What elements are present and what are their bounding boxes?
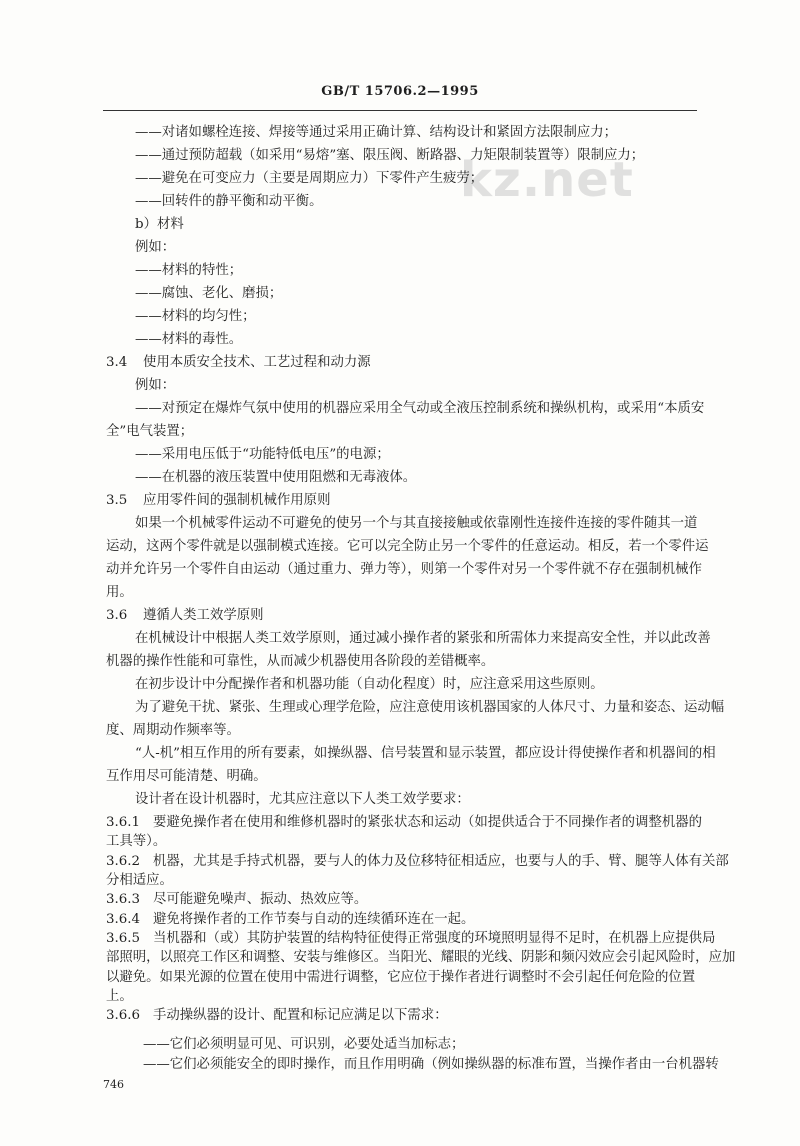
text-line: ——它们必须明显可见、可识别，必要处适当加标志； bbox=[143, 1037, 465, 1052]
text-line: ——对诸如螺栓连接、焊接等通过采用正确计算、结构设计和紧固方法限制应力； bbox=[135, 125, 618, 140]
text-line: ——材料的均匀性； bbox=[135, 309, 256, 324]
text-line: 动并允许另一个零件自由运动（通过重力、弹力等），则第一个零件对另一个零件就不存在强制机械作 bbox=[106, 562, 702, 577]
text-line: 手动操纵器的设计、配置和标记应满足以下需求： bbox=[153, 1008, 448, 1024]
text-line: 当机器和（或）其防护装置的结构特征使得正常强度的环境照明显得不足时，在机器上应提供局 bbox=[153, 930, 716, 946]
section-number: 3.6.1 bbox=[106, 815, 141, 830]
text-line: 在初步设计中分配操作者和机器功能（自动化程度）时，应注意采用这些原则。 bbox=[135, 677, 604, 692]
text-line: 工具等）。 bbox=[106, 834, 167, 850]
text-line: 为了避免干扰、紧张、生理或心理学危险，应注意使用该机器国家的人体尺寸、力量和姿态、运动幅 bbox=[135, 700, 725, 715]
text-line: ——对预定在爆炸气氛中使用的机器应采用全气动或全液压控制系统和操纵机构，或采用“本质安 bbox=[135, 401, 705, 416]
text-line: ——采用电压低于“功能特低电压”的电源； bbox=[135, 447, 390, 462]
text-line: 设计者在设计机器时，尤其应注意以下人类工效学要求： bbox=[135, 792, 470, 807]
text-line: 互作用尽可能清楚、明确。 bbox=[106, 769, 267, 784]
text-line: b）材料 bbox=[135, 217, 184, 232]
text-line: ——材料的特性； bbox=[135, 263, 243, 278]
text-line: 如果一个机械零件运动不可避免的使另一个与其直接接触或依靠刚性连接件连接的零件随其一道 bbox=[135, 516, 698, 531]
text-line: ——避免在可变应力（主要是周期应力）下零件产生疲劳； bbox=[135, 171, 484, 186]
text-line: 机器，尤其是手持式机器，要与人的体力及位移特征相适应，也要与人的手、臂、腿等人体有关部 bbox=[153, 853, 729, 869]
text-line: “人-机”相互作用的所有要素，如操纵器、信号装置和显示装置，都应设计得使操作者和机器间的相 bbox=[135, 746, 716, 761]
page-header: GB/T 15706.2—1995 bbox=[321, 84, 479, 99]
text-line: 例如： bbox=[135, 240, 176, 255]
text-line: ——回转件的静平衡和动平衡。 bbox=[135, 194, 323, 209]
section-heading: 应用零件间的强制机械作用原则 bbox=[143, 493, 331, 508]
text-line: 运动，这两个零件就是以强制模式连接。它可以完全防止另一个零件的任意运动。相反，若一个零件运 bbox=[106, 539, 709, 554]
section-number: 3.4 bbox=[106, 355, 128, 370]
text-line: 尽可能避免噪声、振动、热效应等。 bbox=[153, 892, 368, 908]
text-line: ——材料的毒性。 bbox=[135, 332, 243, 347]
text-line: 度、周期动作频率等。 bbox=[106, 723, 240, 738]
text-line: 以避免。如果光源的位置在使用中需进行调整，它应位于操作者进行调整时不会引起任何危险的位置 bbox=[106, 969, 696, 985]
section-number: 3.6 bbox=[106, 608, 128, 623]
watermark: kz.net bbox=[460, 152, 634, 208]
text-line: 例如： bbox=[135, 378, 176, 393]
page-number: 746 bbox=[103, 1078, 124, 1091]
text-line: 用。 bbox=[106, 585, 133, 600]
text-line: 全”电气装置； bbox=[106, 424, 194, 439]
text-line: 机器的操作性能和可靠性，从而减少机器使用各阶段的差错概率。 bbox=[106, 654, 495, 669]
text-line: 要避免操作者在使用和维修机器时的紧张状态和运动（如提供适合于不同操作者的调整机器的 bbox=[153, 815, 703, 830]
text-line: ——通过预防超载（如采用“易熔”塞、限压阀、断路器、力矩限制装置等）限制应力； bbox=[135, 148, 645, 163]
text-line: 在机械设计中根据人类工效学原则，通过减小操作者的紧张和所需体力来提高安全性，并以此改善 bbox=[135, 631, 711, 646]
text-line: ——腐蚀、老化、磨损； bbox=[135, 286, 283, 301]
text-line: 上。 bbox=[106, 988, 133, 1004]
section-number: 3.5 bbox=[106, 493, 128, 508]
text-line: 分相适应。 bbox=[106, 872, 173, 888]
section-number: 3.6.5 bbox=[106, 930, 141, 946]
text-line: ——在机器的液压装置中使用阻燃和无毒液体。 bbox=[135, 470, 417, 485]
section-number: 3.6.2 bbox=[106, 853, 141, 869]
section-heading: 遵循人类工效学原则 bbox=[143, 608, 264, 623]
section-number: 3.6.3 bbox=[106, 892, 141, 908]
text-line: 部照明，以照亮工作区和调整、安装与维修区。当阳光、耀眼的光线、阴影和频闪效应会引起风险时，应加 bbox=[106, 950, 736, 966]
section-number: 3.6.4 bbox=[106, 911, 141, 927]
section-heading: 使用本质安全技术、工艺过程和动力源 bbox=[143, 355, 371, 370]
header-rule bbox=[103, 110, 697, 111]
section-number: 3.6.6 bbox=[106, 1008, 141, 1024]
text-line: ——它们必须能安全的即时操作，而且作用明确（例如操纵器的标准布置，当操作者由一台机器转 bbox=[143, 1057, 719, 1072]
text-line: 避免将操作者的工作节奏与自动的连续循环连在一起。 bbox=[153, 911, 475, 927]
